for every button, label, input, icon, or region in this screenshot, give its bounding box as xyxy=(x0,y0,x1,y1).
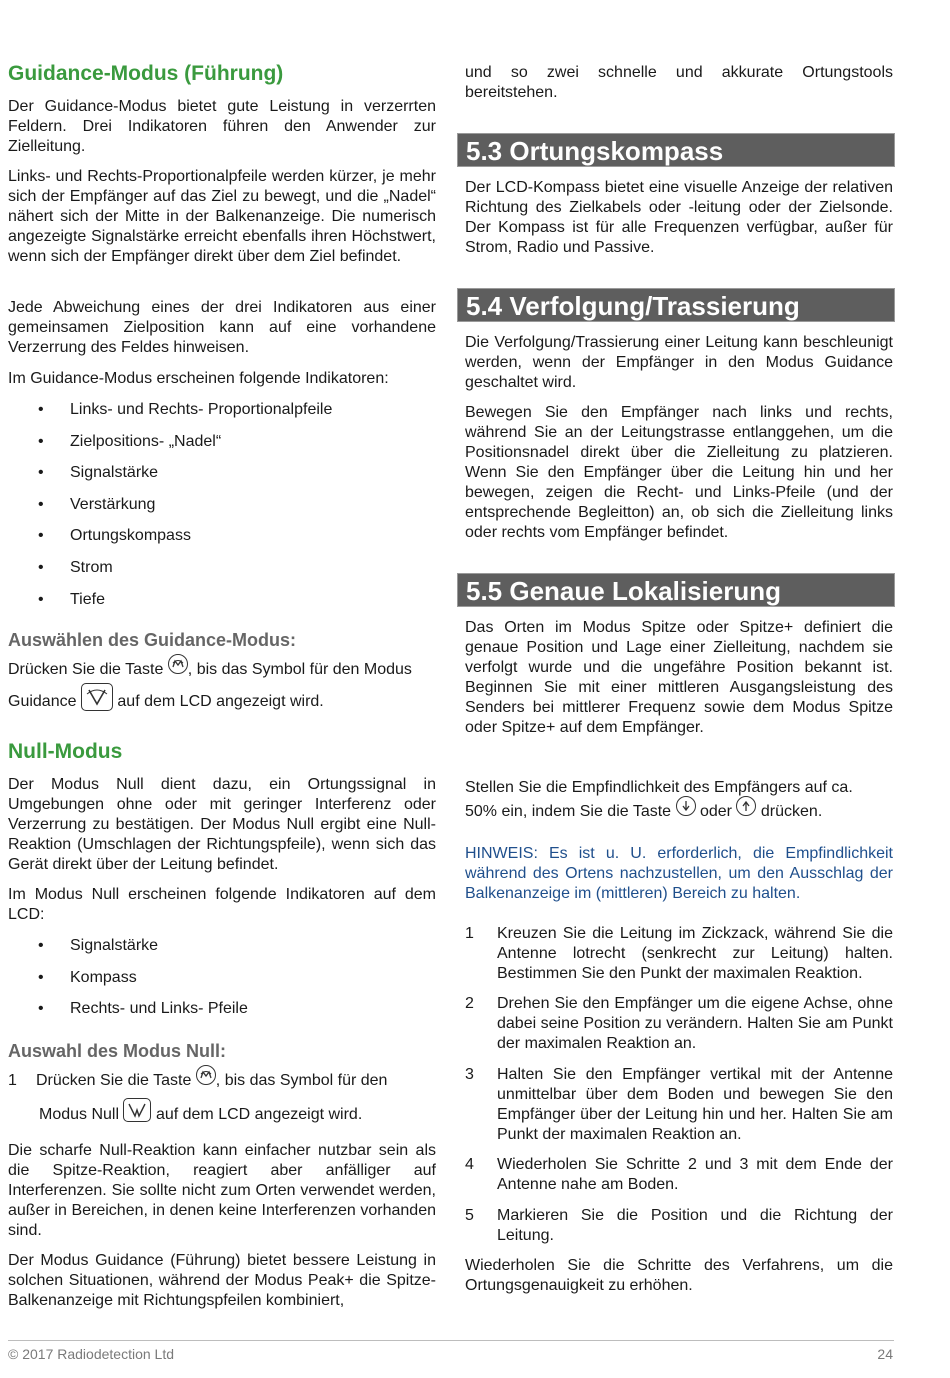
list-item: 2 Drehen Sie den Empfänger um die eigene Achse, ohne dabei seine Position zu verändern. Halten Sie am Punkt der maximalen Reaktion an. xyxy=(465,995,893,1052)
select-null-line-1: 1 Drücken Sie die Taste , bis das Symbol für den xyxy=(8,1071,436,1091)
paragraph: Der Modus Null dient dazu, ein Ortungssignal in Umgebungen ohne oder mit geringer Interferenz oder Verzerrung zu bestätigen. Der Modus Null ergibt eine Null-Reaktion (Umschlagen der Richtungspfeile), wenn sich das Gerät direkt über der Leitung befindet. xyxy=(8,776,436,873)
section-header-5-3: 5.3 Ortungskompass xyxy=(457,133,895,167)
paragraph: Jede Abweichung eines der drei Indikatoren aus einer gemeinsamen Zielposition kann auf eine vorhandene Verzerrung des Feldes hinweisen. xyxy=(8,299,436,356)
heading-select-null: Auswahl des Modus Null: xyxy=(8,1041,227,1061)
paragraph: Das Orten im Modus Spitze oder Spitze+ definiert die genaue Position und Lage einer Zielleitung, nachdem sie verfolgt wurde und die ungefähre Position bekannt ist. Beginnen Sie mit einer mittleren Ausgangsleistung des Senders bei mittlerer Frequenz sowie dem Modus Spitze oder Spitze+ auf dem Empfänger. xyxy=(465,619,893,736)
heading-null-mode: Null-Modus xyxy=(8,740,123,763)
paragraph: Die Verfolgung/Trassierung einer Leitung kann beschleunigt werden, wenn der Empfänger in den Modus Guidance geschaltet wird. xyxy=(465,334,893,391)
paragraph: Im Modus Null erscheinen folgende Indikatoren auf dem LCD: xyxy=(8,886,436,923)
page-number: 24 xyxy=(877,1346,893,1362)
note-paragraph: HINWEIS: Es ist u. U. erforderlich, die Empfindlichkeit während des Ortens nachzustellen, um den Ausschlag der Balkenanzeige im (mittleren) Bereich zu halten. xyxy=(465,845,893,902)
heading-select-guidance: Auswählen des Guidance-Modus: xyxy=(8,630,297,650)
list-item: 5 Markieren Sie die Position und die Richtung der Leitung. xyxy=(465,1207,893,1244)
paragraph: Der Modus Guidance (Führung) bietet bessere Leistung in solchen Situationen, während der Modus Peak+ die Spitze-Balkenanzeige mit Richtungspfeilen kombiniert, xyxy=(8,1252,436,1309)
paragraph: Der LCD-Kompass bietet eine visuelle Anzeige der relativen Richtung des Zielkabels oder -leitung oder der Zielsonde. Der Kompass ist für alle Frequenzen verfügbar, außer für Strom, Radio und Passive. xyxy=(465,179,893,256)
select-guidance-line-1: Drücken Sie die Taste , bis das Symbol für den Modus xyxy=(8,660,436,680)
null-mode-icon xyxy=(123,1098,151,1122)
select-guidance-line-2: Guidance auf dem LCD angezeigt wird. xyxy=(8,688,436,716)
paragraph: Wiederholen Sie die Schritte des Verfahrens, um die Ortungsgenauigkeit zu erhöhen. xyxy=(465,1257,893,1294)
sensitivity-down-icon xyxy=(676,796,696,816)
section-header-5-5: 5.5 Genaue Lokalisierung xyxy=(457,573,895,607)
paragraph: Links- und Rechts-Proportionalpfeile werden kürzer, je mehr sich der Empfänger auf das Ziel zu bewegt, und die „Nadel“ nähert sich der Mitte in der Balkenanzeige. Die numerisch angezeigte Signalstärke erreicht ebenfalls ihren Höchstwert, wenn sich der Empfänger direkt über dem Ziel befindet. xyxy=(8,168,436,265)
section-header-5-4: 5.4 Verfolgung/Trassierung xyxy=(457,288,895,322)
mode-key-icon xyxy=(168,654,188,674)
paragraph: Stellen Sie die Empfindlichkeit des Empfängers auf ca. xyxy=(465,779,853,796)
guidance-mode-icon xyxy=(81,683,113,711)
paragraph: Bewegen Sie den Empfänger nach links und rechts, während Sie an der Leitungstrasse entlanggehen, um die Positionsnadel direkt über die Zielleitung zu platzieren. Wenn Sie den Empfänger über die Leitung hin und her bewegen, zeigen die Recht- und Links-Pfeile (und der entsprechende Begleitton) an, ob sich die Zielleitung links oder rechts vom Empfänger befindet. xyxy=(465,404,893,541)
footer-copyright: © 2017 Radiodetection Ltd xyxy=(8,1346,174,1362)
mode-key-icon xyxy=(196,1065,216,1085)
list-item: 1 Kreuzen Sie die Leitung im Zickzack, während Sie die Antenne lotrecht (senkrecht zur Leitung) halten. Bestimmen Sie den Punkt der maximalen Reaktion. xyxy=(465,925,893,982)
paragraph: und so zwei schnelle und akkurate Ortungstools bereitstehen. xyxy=(465,64,893,101)
paragraph: Der Guidance-Modus bietet gute Leistung in verzerrten Feldern. Drei Indikatoren führen den Anwender zur Zielleitung. xyxy=(8,98,436,155)
sensitivity-up-icon xyxy=(736,796,756,816)
heading-guidance-mode: Guidance-Modus (Führung) xyxy=(8,62,284,85)
sensitivity-line: 50% ein, indem Sie die Taste oder drücken. xyxy=(465,802,893,822)
list-item: 3 Halten Sie den Empfänger vertikal mit der Antenne unmittelbar über dem Boden und bewegen Sie den Empfänger über der Leitung hin und her. Halten Sie am Punkt der maximalen Reaktion an. xyxy=(465,1066,893,1143)
footer-divider xyxy=(8,1340,894,1341)
paragraph: Im Guidance-Modus erscheinen folgende Indikatoren: xyxy=(8,370,389,387)
list-item: 4 Wiederholen Sie Schritte 2 und 3 mit dem Ende der Antenne nahe am Boden. xyxy=(465,1156,893,1193)
paragraph: Die scharfe Null-Reaktion kann einfacher nutzbar sein als die Spitze-Reaktion, reagiert aber anfälliger auf Interferenzen. Sie sollte nicht zum Orten verwendet werden, außer in Bereichen, in denen keine Interferenzen vorhanden sind. xyxy=(8,1142,436,1239)
select-null-line-2: Modus Null auf dem LCD angezeigt wird. xyxy=(8,1103,436,1127)
